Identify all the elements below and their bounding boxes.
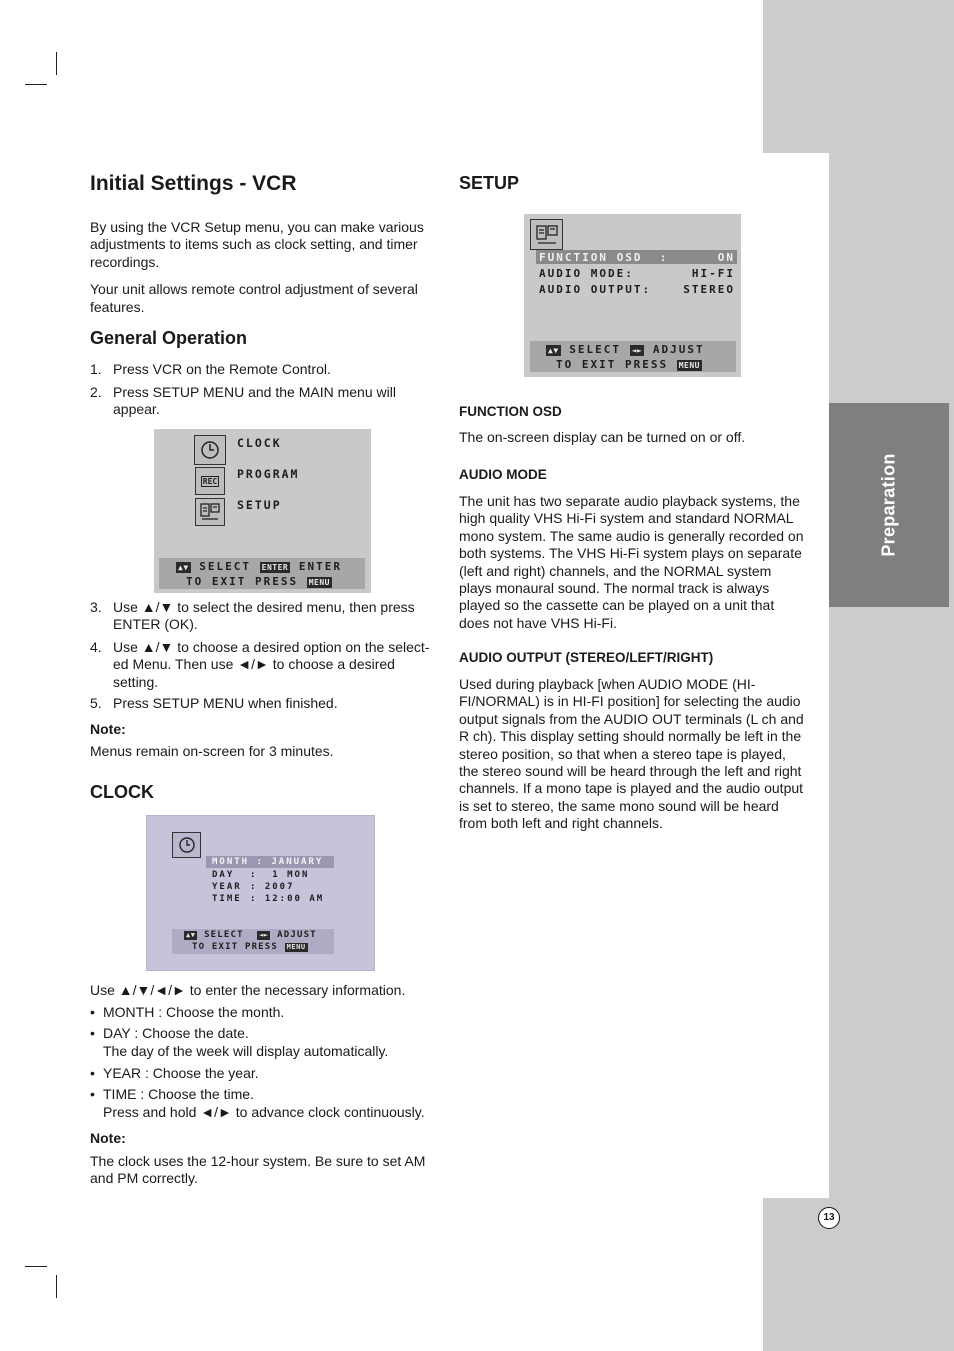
audio-mode-heading: AUDIO MODE xyxy=(459,467,547,482)
setup-row-label: AUDIO OUTPUT: xyxy=(539,283,652,296)
step-number: 2. xyxy=(90,384,102,400)
clock-row-sep: : xyxy=(250,894,258,904)
clock-row-month xyxy=(212,856,323,868)
exit-label: TO EXIT PRESS xyxy=(186,575,299,588)
bullet-text: DAY : Choose the date. xyxy=(103,1025,249,1041)
up-down-arrows-icon: ▲▼ xyxy=(178,563,189,572)
setup-icon xyxy=(195,498,225,526)
bullet-text: YEAR : Choose the year. xyxy=(103,1065,259,1081)
clock-row-sep: : xyxy=(256,857,264,867)
setup-row-audio-mode xyxy=(539,267,735,280)
setup-heading: SETUP xyxy=(459,173,520,193)
osd-exit-line xyxy=(186,575,332,588)
setup-row-value: STEREO xyxy=(683,283,735,296)
clock-row-label: TIME xyxy=(212,894,242,904)
step-number: 5. xyxy=(90,695,102,711)
bullet-icon: • xyxy=(90,1004,95,1020)
bullet-item xyxy=(90,1004,440,1021)
bullet-icon: • xyxy=(90,1025,95,1041)
step-number: 1. xyxy=(90,361,102,377)
step-item xyxy=(90,361,440,378)
left-right-arrows-icon: ◄► xyxy=(631,346,643,355)
crop-mark xyxy=(25,1266,47,1267)
note-text: The clock uses the 12-hour system. Be sure to set AM and PM correctly. xyxy=(90,1153,426,1187)
clock-row-day xyxy=(212,869,309,881)
clock-heading: CLOCK xyxy=(90,782,154,802)
osd-help-bar xyxy=(530,341,736,372)
audio-output-text: Used during playback [when AUDIO MODE (HI-FI/NORMAL) is in HI-FI position] for selecting the audio output signals from the AUDIO OUT terminals (L ch and R ch). This display setting should normally be left in the stereo position, so that when a stereo tape is played, the stereo sound will be heard through the left and right channels. If a mono tape is played and the audio output is set to stereo, the same mono sound will be heard from both left and right channels. xyxy=(459,676,804,832)
menu-key-icon: MENU xyxy=(678,361,700,370)
bullet-text: TIME : Choose the time. xyxy=(103,1086,254,1102)
clock-row-year xyxy=(212,881,295,893)
bullet-text: MONTH : Choose the month. xyxy=(103,1004,285,1020)
side-band-bottom xyxy=(763,1198,954,1351)
clock-row-value: 1 MON xyxy=(272,870,310,880)
setup-icon xyxy=(530,219,563,250)
clock-row-value: 12:00 AM xyxy=(264,894,325,904)
crop-mark xyxy=(25,84,47,85)
osd-help-bar xyxy=(159,558,365,589)
step-text: Use ▲/▼ to choose a desired option on the select- ed Menu. Then use ◄/► to choose a desired setting. xyxy=(113,639,430,690)
select-label: SELECT xyxy=(204,930,244,940)
step-item xyxy=(90,599,440,634)
clock-osd xyxy=(146,815,375,971)
clock-use-text: Use ▲/▼/◄/► to enter the necessary information. xyxy=(90,982,406,998)
select-label: SELECT xyxy=(569,343,622,356)
left-right-arrows-icon: ◄► xyxy=(259,931,269,939)
clock-row-sep: : xyxy=(250,870,258,880)
page-title: Initial Settings - VCR xyxy=(90,172,297,195)
select-label: SELECT xyxy=(199,560,252,573)
menu-item-program: PROGRAM xyxy=(237,467,300,481)
section-tab xyxy=(829,403,949,607)
step-item xyxy=(90,384,440,419)
note-label: Note: xyxy=(90,721,126,737)
up-down-arrows-icon: ▲▼ xyxy=(186,931,196,939)
intro-paragraph: Your unit allows remote control adjustment of several features. xyxy=(90,281,418,315)
osd-help-line xyxy=(184,930,317,940)
adjust-label: ADJUST xyxy=(652,343,705,356)
clock-icon xyxy=(194,435,226,465)
note-label: Note: xyxy=(90,1130,126,1146)
menu-key-icon: MENU xyxy=(308,578,330,587)
general-operation-heading: General Operation xyxy=(90,328,248,348)
bullet-icon: • xyxy=(90,1065,95,1081)
intro-paragraph: By using the VCR Setup menu, you can make various adjustments to items such as clock setting, and timer recordings. xyxy=(90,219,424,270)
bullet-item xyxy=(90,1086,440,1122)
menu-item-setup: SETUP xyxy=(237,498,282,512)
page-number: 13 xyxy=(818,1207,840,1229)
rec-icon-label: REC xyxy=(202,476,218,486)
setup-row-value: ON xyxy=(717,251,735,264)
clock-row-label: MONTH xyxy=(212,857,250,867)
step-item xyxy=(90,695,440,712)
clock-icon xyxy=(172,832,201,858)
audio-mode-text: The unit has two separate audio playback systems, the high quality VHS Hi-Fi system and standard NORMAL mono system. The same audio is generally recorded on both systems. The VHS Hi-Fi system plays on separate (left and right) channels, and the NORMAL system plays monaural sound. The normal track is always played so the cassette can be played on a unit that does not have VHS Hi-Fi. xyxy=(459,493,804,631)
note-text: Menus remain on-screen for 3 minutes. xyxy=(90,743,334,759)
setup-row-label: FUNCTION OSD : xyxy=(539,251,669,264)
rec-icon xyxy=(195,467,225,495)
enter-label: ENTER xyxy=(298,560,342,573)
intro xyxy=(90,219,436,316)
osd-exit-line xyxy=(192,942,308,952)
osd-help-bar xyxy=(172,929,334,954)
clock-row-value: 2007 xyxy=(264,882,295,892)
bullet-item xyxy=(90,1065,440,1082)
bullet-subtext: Press and hold ◄/► to advance clock continuously. xyxy=(103,1104,425,1121)
audio-output-heading: AUDIO OUTPUT (STEREO/LEFT/RIGHT) xyxy=(459,650,714,665)
osd-help-line xyxy=(176,560,342,573)
osd-help-line xyxy=(546,343,705,356)
osd-exit-line xyxy=(556,358,702,371)
setup-osd xyxy=(524,214,741,377)
setup-row-label: AUDIO MODE: xyxy=(539,267,634,280)
step-number: 4. xyxy=(90,639,102,655)
menu-item-clock: CLOCK xyxy=(237,436,282,450)
bullet-subtext: The day of the week will display automatically. xyxy=(103,1043,389,1060)
exit-label: TO EXIT PRESS xyxy=(556,358,669,371)
step-item xyxy=(90,639,440,691)
step-text: Use ▲/▼ to select the desired menu, then press ENTER (OK). xyxy=(113,599,415,633)
setup-row-function-osd xyxy=(539,251,735,264)
function-osd-text: The on-screen display can be turned on or off. xyxy=(459,429,746,445)
clock-row-label: DAY xyxy=(212,870,235,880)
clock-row-time xyxy=(212,893,324,905)
main-menu-osd xyxy=(154,429,371,593)
exit-label: TO EXIT PRESS xyxy=(192,942,279,952)
menu-key-icon: MENU xyxy=(286,943,306,951)
side-band-top xyxy=(763,0,954,153)
section-tab-label: Preparation xyxy=(878,453,899,557)
setup-row-audio-output xyxy=(539,283,735,296)
step-text: Press SETUP MENU when finished. xyxy=(113,695,338,711)
side-band-middle xyxy=(829,153,954,1198)
function-osd-heading: FUNCTION OSD xyxy=(459,404,562,419)
enter-key-icon: ENTER xyxy=(261,563,289,572)
crop-mark xyxy=(56,1275,57,1298)
clock-row-label: YEAR xyxy=(212,882,242,892)
clock-row-value: JANUARY xyxy=(271,857,324,867)
bullet-item xyxy=(90,1025,440,1061)
crop-mark xyxy=(56,52,57,75)
clock-row-sep: : xyxy=(250,882,258,892)
step-text: Press VCR on the Remote Control. xyxy=(113,361,331,377)
adjust-label: ADJUST xyxy=(277,930,317,940)
bullet-icon: • xyxy=(90,1086,95,1102)
setup-row-value: HI-FI xyxy=(691,267,735,280)
step-text: Press SETUP MENU and the MAIN menu will appear. xyxy=(113,384,396,418)
step-number: 3. xyxy=(90,599,102,615)
up-down-arrows-icon: ▲▼ xyxy=(548,346,559,355)
